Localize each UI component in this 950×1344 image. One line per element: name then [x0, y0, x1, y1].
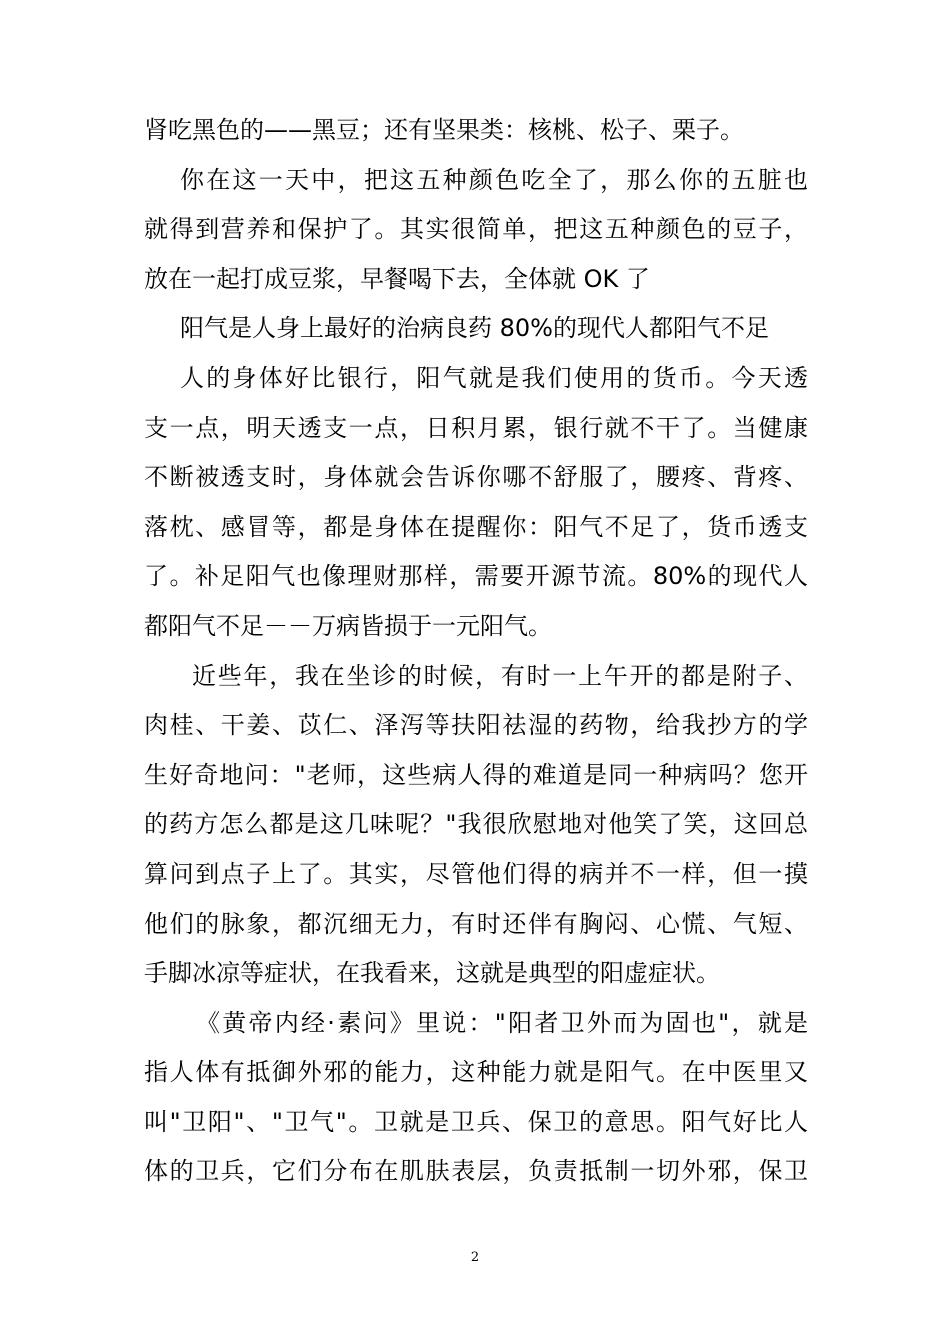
- text-line: 阳气是人身上最好的治病良药 80%的现代人都阳气不足: [180, 314, 769, 343]
- text-line: 落枕、感冒等，都是身体在提醒你：阳气不足了，货币透支: [144, 512, 808, 541]
- text-line: 指人体有抵御外邪的能力，这种能力就是阳气。在中医里又: [144, 1058, 808, 1087]
- text-line: 都阳气不足－－万病皆损于一元阳气。: [144, 611, 552, 640]
- text-line: 你在这一天中，把这五种颜色吃全了，那么你的五脏也: [180, 165, 808, 194]
- text-line: 《黄帝内经·素问》里说："阳者卫外而为固也"，就是: [196, 1008, 808, 1037]
- body-text: [144, 106, 808, 1197]
- text-line: 人的身体好比银行，阳气就是我们使用的货币。今天透: [180, 363, 808, 392]
- text-line: 肾吃黑色的——黑豆；还有坚果类：核桃、松子、栗子。: [144, 116, 744, 144]
- page-number: 2: [470, 1250, 480, 1265]
- text-line: 的药方怎么都是这几味呢？"我很欣慰地对他笑了笑，这回总: [144, 810, 808, 839]
- text-line: 不断被透支时，身体就会告诉你哪不舒服了，腰疼、背疼、: [144, 463, 808, 492]
- text-line: 生好奇地问："老师，这些病人得的难道是同一种病吗？您开: [144, 760, 808, 789]
- text-line: 算问到点子上了。其实，尽管他们得的病并不一样，但一摸: [144, 859, 808, 888]
- text-line: 他们的脉象，都沉细无力，有时还伴有胸闷、心慌、气短、: [144, 909, 808, 938]
- text-line: 支一点，明天透支一点，日积月累，银行就不干了。当健康: [144, 413, 808, 442]
- text-line: 放在一起打成豆浆，早餐喝下去，全体就 OK 了: [144, 264, 650, 293]
- text-line: 肉桂、干姜、苡仁、泽泻等扶阳祛湿的药物，给我抄方的学: [144, 711, 808, 740]
- text-line: 近些年，我在坐诊的时候，有时一上午开的都是附子、: [192, 661, 808, 690]
- text-line: 就得到营养和保护了。其实很简单，把这五种颜色的豆子，: [144, 215, 808, 244]
- text-line: 体的卫兵，它们分布在肌肤表层，负责抵制一切外邪，保卫: [144, 1157, 808, 1186]
- text-line: 叫"卫阳"、"卫气"。卫就是卫兵、保卫的意思。阳气好比人: [144, 1107, 808, 1136]
- text-line: 了。补足阳气也像理财那样，需要开源节流。80%的现代人: [144, 562, 808, 591]
- text-line: 手脚冰凉等症状，在我看来，这就是典型的阳虚症状。: [144, 959, 720, 988]
